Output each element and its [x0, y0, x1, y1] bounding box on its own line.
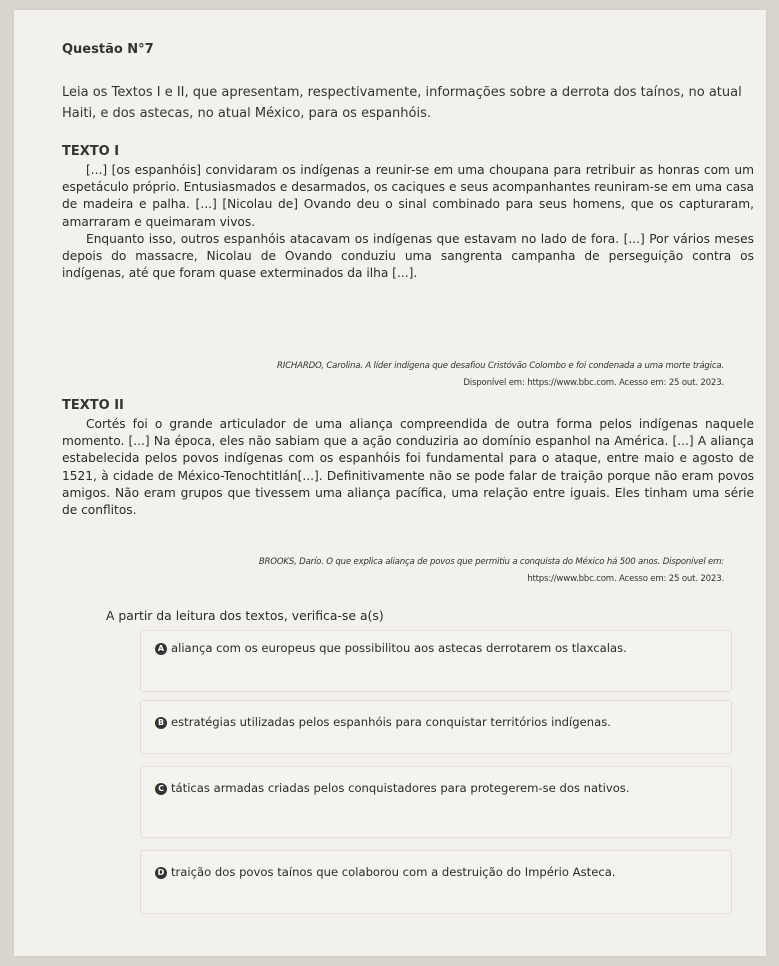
texto-2-paragraph: Cortés foi o grande articulador de uma aliança compreendida de outra forma pelos indígenas naquele momento. [...] Na época, eles não sabiam que a ação conduziria ao domínio espanhol na América. [...] A aliança estabelecida pelos povos indígenas com os espanhóis foi fundamental para o ataque, entre maio e agosto de 1521, à cidade de México-Tenochtitlán[...]. Definitivamente não se pode falar de traição porque não eram povos amigos. Não eram grupos que tivessem uma aliança pacífica, uma relação entre iguais. Eles tinham uma série de conflitos. — [62, 417, 754, 518]
texto-2-passage — [62, 416, 754, 519]
option-b[interactable] — [140, 700, 732, 754]
question-prompt: A partir da leitura dos textos, verifica-se a(s) — [106, 608, 384, 623]
option-c[interactable] — [140, 766, 732, 838]
texto-2-label: TEXTO II — [62, 398, 124, 413]
question-intro: Leia os Textos I e II, que apresentam, respectivamente, informações sobre a derrota dos taínos, no atual Haiti, e dos astecas, no atual México, para os espanhóis. — [62, 85, 742, 121]
option-a[interactable] — [140, 630, 732, 692]
question-title: Questão N°7 — [62, 42, 154, 57]
option-d-badge: D — [155, 867, 167, 879]
option-c-text: táticas armadas criadas pelos conquistadores para protegerem-se dos nativos. — [171, 781, 630, 795]
texto-1-label: TEXTO I — [62, 144, 120, 159]
texto-1-paragraph: [...] [os espanhóis] convidaram os indígenas a reunir-se em uma choupana para retribuir as honras com um espetáculo próprio. Entusiasmados e desarmados, os caciques e seus acompanhantes reuniram-se em uma casa de madeira e palha. [...] [Nicolau de] Ovando deu o sinal combinado para seus homens, que os capturaram, amarraram e queimaram vivos. — [62, 163, 754, 229]
option-a-text: aliança com os europeus que possibilitou aos astecas derrotarem os tlaxcalas. — [171, 641, 627, 655]
option-b-badge: B — [155, 717, 167, 729]
texto-1-citation-access: Disponível em: https://www.bbc.com. Acesso em: 25 out. 2023. — [463, 378, 724, 388]
option-b-text: estratégias utilizadas pelos espanhóis para conquistar territórios indígenas. — [171, 715, 611, 729]
option-a-badge: A — [155, 643, 167, 655]
texto-2-citation-access: https://www.bbc.com. Acesso em: 25 out. 2023. — [527, 574, 724, 584]
texto-2-citation-source: BROOKS, Darío. O que explica aliança de povos que permitiu a conquista do México há 500 anos. Disponível em: — [258, 557, 724, 567]
texto-2-citation — [259, 554, 724, 588]
texto-1-citation-source: RICHARDO, Carolina. A líder indígena que desafiou Cristóvão Colombo e foi condenada a uma morte trágica. — [277, 361, 724, 371]
texto-1-paragraph: Enquanto isso, outros espanhóis atacavam os indígenas que estavam no lado de fora. [...] Por vários meses depois do massacre, Nicolau de Ovando conduziu uma sangrenta campanha de perseguição contra os indígenas, até que foram quase exterminados da ilha [...]. — [62, 231, 754, 281]
option-d-text: traição dos povos taínos que colaborou com a destruição do Império Asteca. — [171, 865, 616, 879]
question-card — [14, 10, 766, 956]
texto-1-citation — [277, 358, 724, 392]
option-c-badge: C — [155, 783, 167, 795]
option-d[interactable] — [140, 850, 732, 914]
texto-1-passage — [62, 162, 754, 282]
